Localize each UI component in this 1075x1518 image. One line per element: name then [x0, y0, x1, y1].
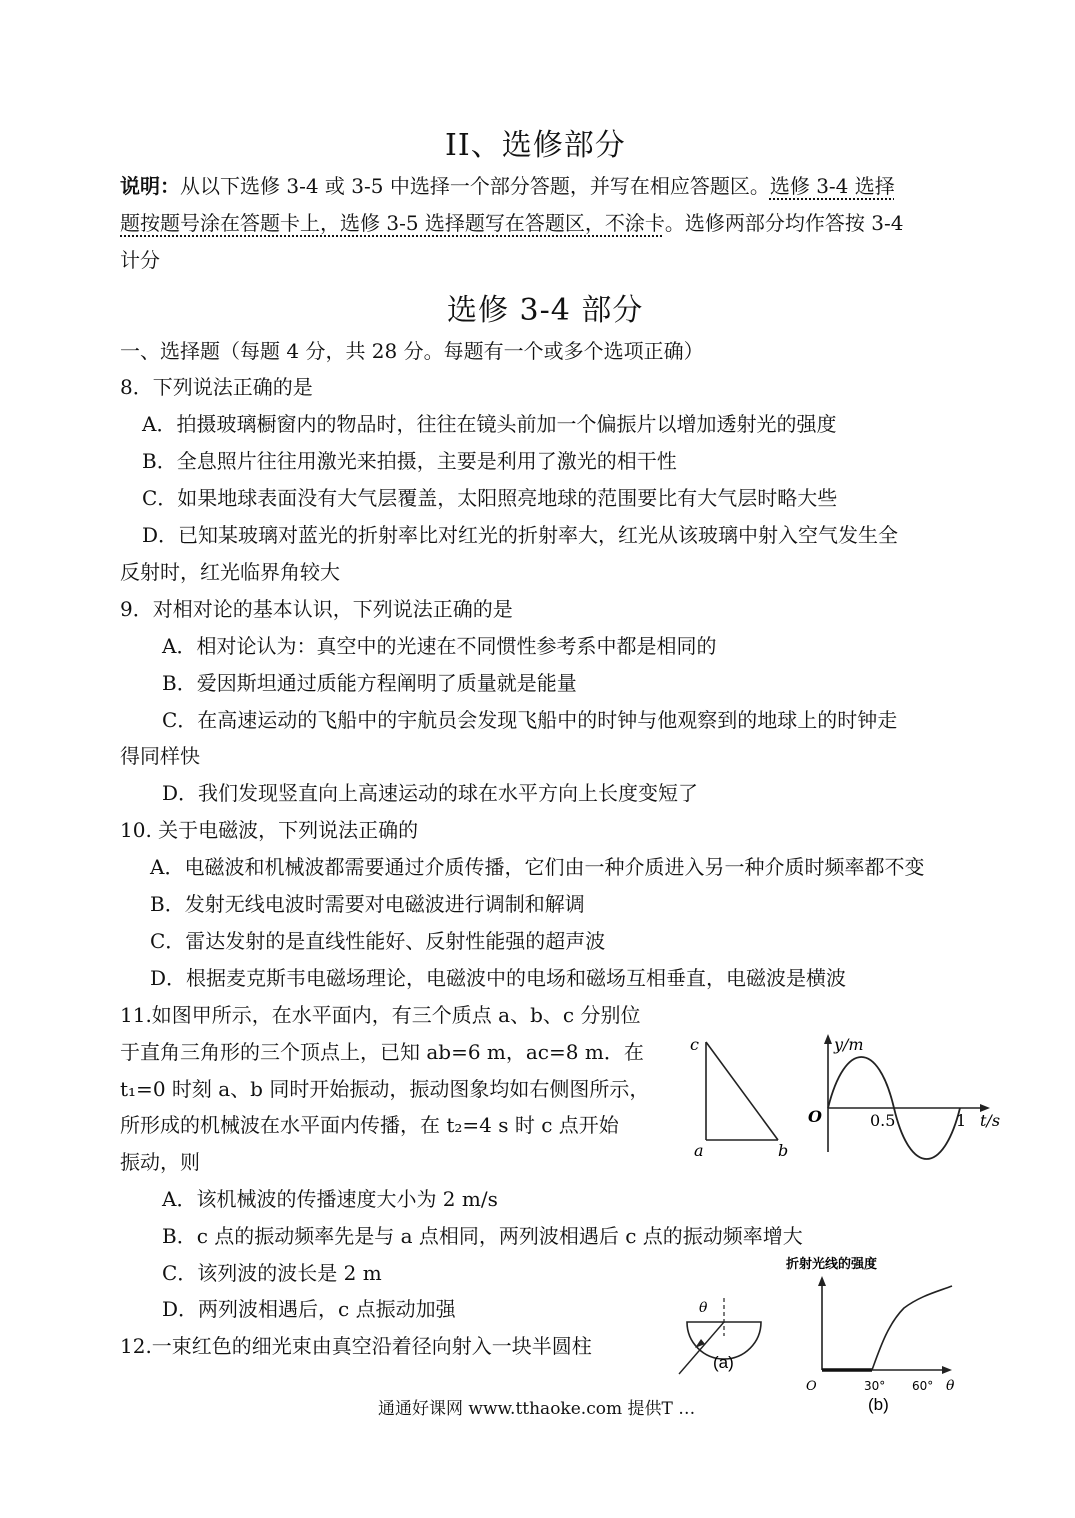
q11-stem-4: 所形成的机械波在水平面内传播，在 t₂=4 s 时 c 点开始 [120, 1113, 619, 1137]
intensity-origin: O [806, 1379, 817, 1394]
semicircle-figure [665, 1296, 775, 1396]
caption-a: (a) [713, 1353, 734, 1372]
note-line-3: 计分 [120, 248, 160, 272]
q9-option-a: A．相对论认为：真空中的光速在不同惯性参考系中都是相同的 [162, 634, 717, 658]
q11-option-d: D．两列波相遇后，c 点振动加强 [162, 1297, 456, 1321]
intensity-curve [872, 1286, 952, 1370]
note-line-1 [120, 174, 895, 198]
q9-stem: 9．对相对论的基本认识，下列说法正确的是 [120, 597, 513, 621]
q11-option-c: C．该列波的波长是 2 m [162, 1261, 382, 1285]
q9-option-c-1: C．在高速运动的飞船中的宇航员会发现飞船中的时钟与他观察到的地球上的时钟走 [162, 708, 898, 732]
q10-option-a: A．电磁波和机械波都需要通过介质传播，它们由一种介质进入另一种介质时频率都不变 [150, 855, 925, 879]
q11-option-a: A．该机械波的传播速度大小为 2 m/s [162, 1187, 498, 1211]
part-heading: 一、选择题（每题 4 分，共 28 分。每题有一个或多个选项正确） [120, 339, 704, 363]
triangle-side-bc [706, 1042, 778, 1140]
intensity-graph [780, 1252, 970, 1414]
q8-option-b: B．全息照片往往用激光来拍摄，主要是利用了激光的相干性 [142, 449, 677, 473]
intensity-x-label: θ [946, 1378, 955, 1394]
q11-stem-1: 11.如图甲所示，在水平面内，有三个质点 a、b、c 分别位 [120, 1003, 641, 1027]
q11-stem-3: t₁=0 时刻 a、b 同时开始振动，振动图象均如右侧图所示， [120, 1077, 650, 1101]
caption-b: (b) [868, 1395, 889, 1414]
label-a: a [694, 1141, 704, 1160]
tick-30: 30° [864, 1379, 886, 1393]
note-line2-a: 题按题号涂在答题卡上，选修 3-5 选择题写在答题区，不涂卡 [120, 211, 665, 235]
origin-label: O [808, 1107, 822, 1126]
q9-option-d: D．我们发现竖直向上高速运动的球在水平方向上长度变短了 [162, 781, 699, 805]
q11-option-b: B．c 点的振动频率先是与 a 点相同，两列波相遇后 c 点的振动频率增大 [162, 1224, 803, 1248]
q8-option-c: C．如果地球表面没有大气层覆盖，太阳照亮地球的范围要比有大气层时略大些 [142, 486, 838, 510]
section-title: II、选修部分 [445, 128, 626, 163]
note-line1-b: 选修 3-4 选择 [769, 174, 895, 198]
q9-option-c-2: 得同样快 [120, 744, 200, 768]
y-label: y/m [834, 1035, 864, 1054]
tick-60: 60° [912, 1379, 934, 1393]
label-c: c [690, 1035, 699, 1054]
tick-one: 1 [956, 1111, 967, 1130]
q8-option-a: A．拍摄玻璃橱窗内的物品时，往往在镜头前加一个偏振片以增加透射光的强度 [142, 412, 837, 436]
x-label: t/s [980, 1111, 1001, 1130]
q11-stem-2: 于直角三角形的三个顶点上，已知 ab=6 m，ac=8 m．在 [120, 1040, 644, 1064]
note-label: 说明： [120, 174, 180, 198]
q11-stem-5: 振动，则 [120, 1150, 200, 1174]
q10-option-d: D．根据麦克斯韦电磁场理论，电磁波中的电场和磁场互相垂直，电磁波是横波 [150, 966, 847, 990]
angle-theta: θ [699, 1300, 708, 1316]
q10-option-b: B．发射无线电波时需要对电磁波进行调制和解调 [150, 892, 585, 916]
note-line1-a: 从以下选修 3-4 或 3-5 中选择一个部分答题，并写在相应答题区。 [180, 174, 770, 198]
q8-stem: 8．下列说法正确的是 [120, 375, 313, 399]
intensity-y-label: 折射光线的强度 [786, 1257, 878, 1272]
vibration-graph [800, 1030, 1015, 1160]
intensity-y-arrow [818, 1276, 826, 1286]
q10-stem: 10. 关于电磁波，下列说法正确的 [120, 818, 419, 842]
tick-half: 0.5 [870, 1111, 896, 1130]
note-line2-b: 。选修两部分均作答按 3-4 [664, 211, 904, 235]
q9-option-b: B．爱因斯坦通过质能方程阐明了质量就是能量 [162, 671, 577, 695]
note-line-2 [120, 211, 904, 235]
y-axis-arrow [824, 1034, 832, 1044]
q10-option-c: C．雷达发射的是直线性能好、反射性能强的超声波 [150, 929, 606, 953]
intensity-x-arrow [942, 1366, 952, 1374]
q8-option-d-2: 反射时，红光临界角较大 [120, 560, 340, 584]
sub-title: 选修 3-4 部分 [447, 293, 644, 328]
q12-stem-1: 12.一束红色的细光束由真空沿着径向射入一块半圆柱 [120, 1334, 592, 1358]
q8-option-d-1: D．已知某玻璃对蓝光的折射率比对红光的折射率大，红光从该玻璃中射入空气发生全 [142, 523, 899, 547]
page-footer: 通通好课网 www.tthaoke.com 提供T … [378, 1399, 696, 1419]
label-b: b [778, 1141, 789, 1160]
triangle-figure [688, 1030, 798, 1160]
